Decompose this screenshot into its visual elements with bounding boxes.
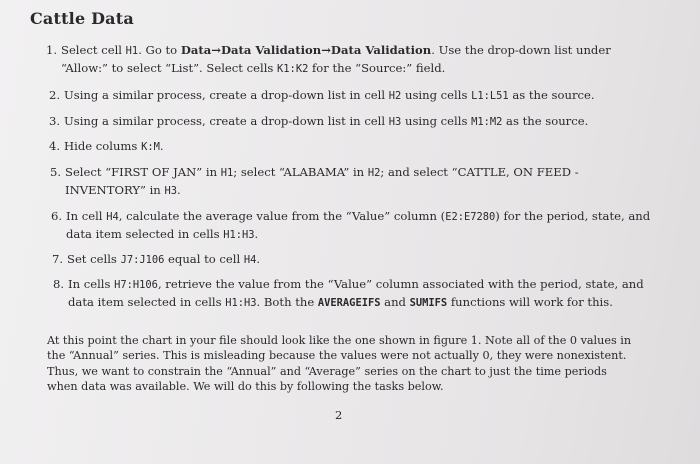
step-text-segment: In cells bbox=[68, 277, 115, 291]
step-text-mono: K:M bbox=[141, 141, 160, 153]
step-text-segment: ; and select “CATTLE, ON FEED - INVENTORY” in bbox=[65, 165, 579, 197]
step-text-mono: E2:E7280 bbox=[445, 211, 496, 223]
step-number: 7. bbox=[52, 252, 64, 266]
step-item bbox=[53, 276, 653, 312]
body-paragraph: At this point the chart in your file should look like the one shown in figure 1. Note all of the 0 values in the “Annual” series. This is misleading because the values were not actually 0, they were nonexistent. Thus, we want to constrain the “Annual” and “Average” series on the chart to just the time periods when data was available. We will do this by following the tasks below. bbox=[47, 334, 632, 393]
step-text-segment: Using a similar process, create a drop-down list in cell bbox=[64, 88, 389, 102]
step-number: 3. bbox=[49, 114, 61, 128]
step-text-segment: . bbox=[256, 252, 261, 266]
step-text-segment: . bbox=[254, 227, 259, 241]
step-text-mono: H2 bbox=[388, 90, 402, 102]
step-item bbox=[49, 138, 639, 156]
step-text bbox=[49, 87, 639, 105]
step-text bbox=[46, 42, 646, 78]
step-text-segment: ; select “ALABAMA” in bbox=[233, 165, 368, 179]
step-text-segment: . Use the drop-down list under “Allow:” to select “List”. Select cells bbox=[61, 43, 611, 75]
step-item bbox=[49, 87, 639, 105]
step-number: 5. bbox=[50, 165, 62, 179]
step-text bbox=[49, 138, 639, 156]
step-number: 6. bbox=[51, 209, 63, 223]
step-text-segment: Using a similar process, create a drop-down list in cell bbox=[64, 114, 389, 128]
step-text-mono: J7:J106 bbox=[120, 254, 165, 266]
step-text-segment: functions will work for this. bbox=[447, 295, 613, 309]
step-text-mono: H1 bbox=[220, 167, 234, 179]
step-text-mono: H1:H3 bbox=[225, 297, 257, 309]
step-text-segment: and bbox=[380, 295, 410, 309]
step-text-segment: as the source. bbox=[502, 114, 589, 128]
step-text-mono: H4 bbox=[106, 211, 119, 223]
step-text bbox=[50, 164, 650, 200]
step-text-segment: In cell bbox=[66, 209, 107, 223]
step-text-segment: for the “Source:” field. bbox=[308, 61, 446, 75]
step-text-segment: . bbox=[159, 139, 164, 153]
step-item bbox=[50, 164, 650, 200]
step-text bbox=[52, 251, 642, 269]
step-text-segment: Set cells bbox=[67, 252, 121, 266]
step-text-mono: M1:M2 bbox=[471, 116, 503, 128]
step-text-mono: K1:K2 bbox=[277, 63, 309, 75]
step-text bbox=[53, 276, 653, 312]
step-item bbox=[49, 113, 639, 131]
step-number: 8. bbox=[53, 277, 65, 291]
step-text-mono: H1 bbox=[125, 45, 139, 57]
step-text-segment: using cells bbox=[401, 114, 472, 128]
step-text-segment: , retrieve the value from the “Value” column associated with the period, state, and data item selected in cells bbox=[68, 277, 644, 309]
step-text-segment: Hide colums bbox=[64, 139, 142, 153]
step-text-segment: . Go to bbox=[138, 43, 181, 57]
step-number: 4. bbox=[49, 139, 61, 153]
step-item bbox=[52, 251, 642, 269]
step-text-mono: H1:H3 bbox=[223, 229, 255, 241]
step-text-segment: ) for the period, state, and data item selected in cells bbox=[66, 209, 651, 241]
step-text-mb: AVERAGEIFS bbox=[317, 297, 381, 309]
step-text-segment: equal to cell bbox=[164, 252, 244, 266]
step-text-mono: H7:H106 bbox=[114, 279, 158, 291]
step-number: 2. bbox=[49, 88, 61, 102]
step-item bbox=[51, 208, 651, 244]
step-text-segment: using cells bbox=[401, 88, 472, 102]
step-text-segment: Select “FIRST OF JAN” in bbox=[65, 165, 221, 179]
step-text-segment: . bbox=[176, 183, 181, 197]
step-text-mb: SUMIFS bbox=[409, 297, 448, 309]
step-text-mono: H3 bbox=[388, 116, 402, 128]
step-number: 1. bbox=[46, 43, 58, 57]
step-item bbox=[46, 42, 646, 78]
step-text-segment: as the source. bbox=[508, 88, 595, 102]
step-text-mono: H4 bbox=[243, 254, 257, 266]
step-text-mono: H2 bbox=[367, 167, 381, 179]
step-text bbox=[49, 113, 639, 131]
step-text-mono: H3 bbox=[164, 185, 177, 197]
page-title: Cattle Data bbox=[30, 9, 134, 28]
page-number: 2 bbox=[335, 408, 343, 422]
step-text-mono: L1:L51 bbox=[471, 90, 509, 102]
step-text-segment: . Both the bbox=[256, 295, 318, 309]
step-text bbox=[51, 208, 651, 244]
step-text-b: Data→Data Validation→Data Validation bbox=[180, 43, 432, 57]
step-text-segment: , calculate the average value from the “Value” column ( bbox=[118, 209, 446, 223]
step-text-segment: Select cell bbox=[61, 43, 126, 57]
